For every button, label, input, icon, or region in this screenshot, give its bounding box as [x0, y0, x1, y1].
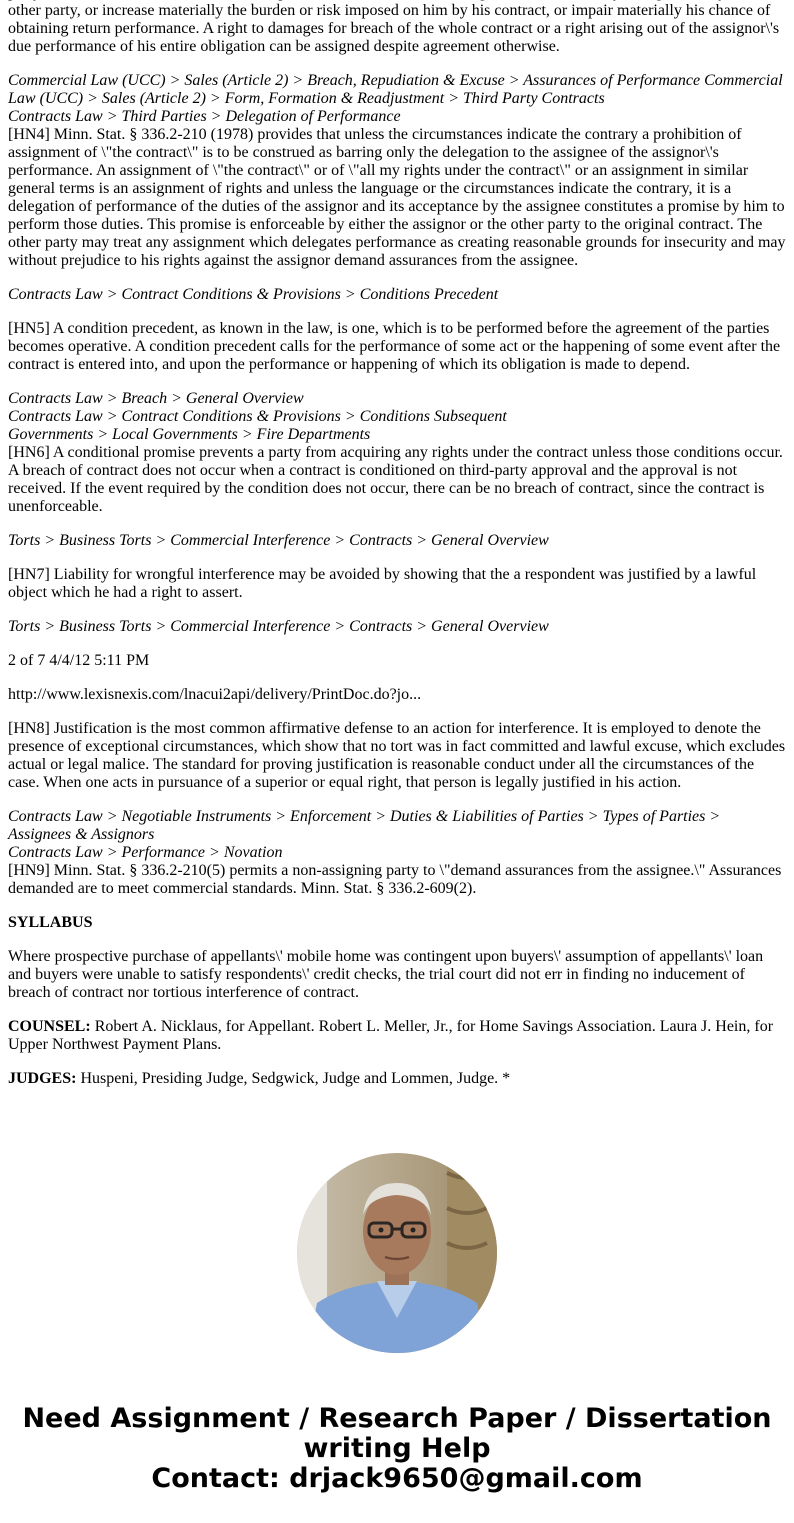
judges-text: Huspeni, Presiding Judge, Sedgwick, Judge and Lommen, Judge. * [76, 1070, 511, 1087]
document-body [8, 0, 786, 1104]
counsel-block [8, 1018, 786, 1054]
counsel-label: COUNSEL: [8, 1018, 91, 1035]
breadcrumb: Contracts Law > Contract Conditions & Provisions > Conditions Precedent [8, 286, 499, 303]
headnote-6: [HN6] A conditional promise prevents a party from acquiring any rights under the contract unless those conditions occur. A breach of contract does not occur when a contract is conditioned on third-party approval and the approval is not received. If the event required by the condition does not occur, there can be no breach of contract, since the contract is unenforceable. [8, 444, 783, 515]
headnote-7: [HN7] Liability for wrongful interference may be avoided by showing that the a respondent was justified by a lawful object which he had a right to assert. [8, 566, 757, 601]
source-url: http://www.lexisnexis.com/lnacui2api/delivery/PrintDoc.do?jo... [8, 686, 422, 703]
breadcrumb: Contracts Law > Performance > Novation [8, 844, 283, 861]
headnote-4: [HN4] Minn. Stat. § 336.2-210 (1978) provides that unless the circumstances indicate the contrary a prohibition of assignment of \"the contract\" is to be construed as barring only the delegation to the assignee of the assignor\'s performance. An assignment of \"the contract\" or of \"all my rights under the contract\" or an assignment in similar general terms is an assignment of rights and unless the language or the circumstances indicate the contrary, it is a delegation of performance of the duties of the assignor and its acceptance by the assignee constitutes a promise by him to perform those duties. This promise is enforceable by either the assignor or the other party to the original contract. The other party may treat any assignment which delegates performance as creating reasonable grounds for insecurity and may without prejudice to his rights against the assignor demand assurances from the assignee. [8, 126, 786, 269]
promo-line-2: writing Help [303, 1433, 491, 1464]
promo-banner [0, 1404, 794, 1494]
headnote-9: [HN9] Minn. Stat. § 336.2-210(5) permits a non-assigning party to \"demand assurances from the assignee.\" Assurances demanded are to meet commercial standards. Minn. Stat. § 336.2-609(2). [8, 862, 782, 897]
headnote-8: [HN8] Justification is the most common affirmative defense to an action for interference. It is employed to denote the presence of exceptional circumstances, which show that no tort was in fact committed and lawful excuse, which excludes actual or legal malice. The standard for proving justification is reasonable conduct under all the circumstances of the case. When one acts in pursuance of a superior or equal right, that person is legally justified in his action. [8, 720, 786, 791]
headnote-4-block [8, 72, 786, 270]
breadcrumb: Commercial Law (UCC) > Sales (Article 2) > Breach, Repudiation & Excuse > Assurances of Performance Commercial Law (UCC) > Sales (Article 2) > Form, Formation & Readjustment > Third Party Contracts [8, 72, 783, 107]
breadcrumb: Contracts Law > Breach > General Overview [8, 390, 304, 407]
portrait-photo-icon [297, 1153, 497, 1353]
page-footer: 2 of 7 4/4/12 5:11 PM [8, 652, 150, 669]
breadcrumb: Governments > Local Governments > Fire Departments [8, 426, 371, 443]
headnote-6-block [8, 390, 786, 516]
avatar [297, 1153, 497, 1353]
judges-block [8, 1070, 786, 1088]
breadcrumb: Contracts Law > Contract Conditions & Provisions > Conditions Subsequent [8, 408, 507, 425]
headnote-9-block [8, 808, 786, 898]
breadcrumb: Torts > Business Torts > Commercial Interference > Contracts > General Overview [8, 618, 549, 635]
breadcrumb: Contracts Law > Third Parties > Delegation of Performance [8, 108, 401, 125]
judges-label: JUDGES: [8, 1070, 77, 1087]
syllabus-text: Where prospective purchase of appellants\' mobile home was contingent upon buyers\' assumption of appellants\' loan and buyers were unable to satisfy respondents\' credit checks, the trial court did not err in finding no inducement of breach of contract nor tortious interference of contract. [8, 948, 764, 1001]
headnote-5: [HN5] A condition precedent, as known in the law, is one, which is to be performed before the agreement of the parties becomes operative. A condition precedent calls for the performance of some act or the happening of some event after the contract is entered into, and upon the performance or happening of which its obligation is made to depend. [8, 320, 781, 373]
breadcrumb: Contracts Law > Negotiable Instruments > Enforcement > Duties & Liabilities of Parties > Types of Parties > Assignees & Assignors [8, 808, 721, 843]
syllabus-heading: SYLLABUS [8, 914, 93, 931]
promo-contact: Contact: drjack9650@gmail.com [151, 1463, 643, 1494]
breadcrumb: Torts > Business Torts > Commercial Interference > Contracts > General Overview [8, 532, 549, 549]
counsel-text: Robert A. Nicklaus, for Appellant. Robert L. Meller, Jr., for Home Savings Association. Laura J. Hein, for Upper Northwest Payment Plans. [8, 1018, 774, 1053]
promo-line-1: Need Assignment / Research Paper / Dissertation [22, 1403, 772, 1434]
intro-paragraph: other party, or increase materially the burden or risk imposed on him by his contract, or impair materially his chance of obtaining return performance. A right to damages for breach of the whole contract or a right arising out of the assignor\'s due performance of his entire obligation can be assigned despite agreement otherwise. [8, 2, 780, 55]
